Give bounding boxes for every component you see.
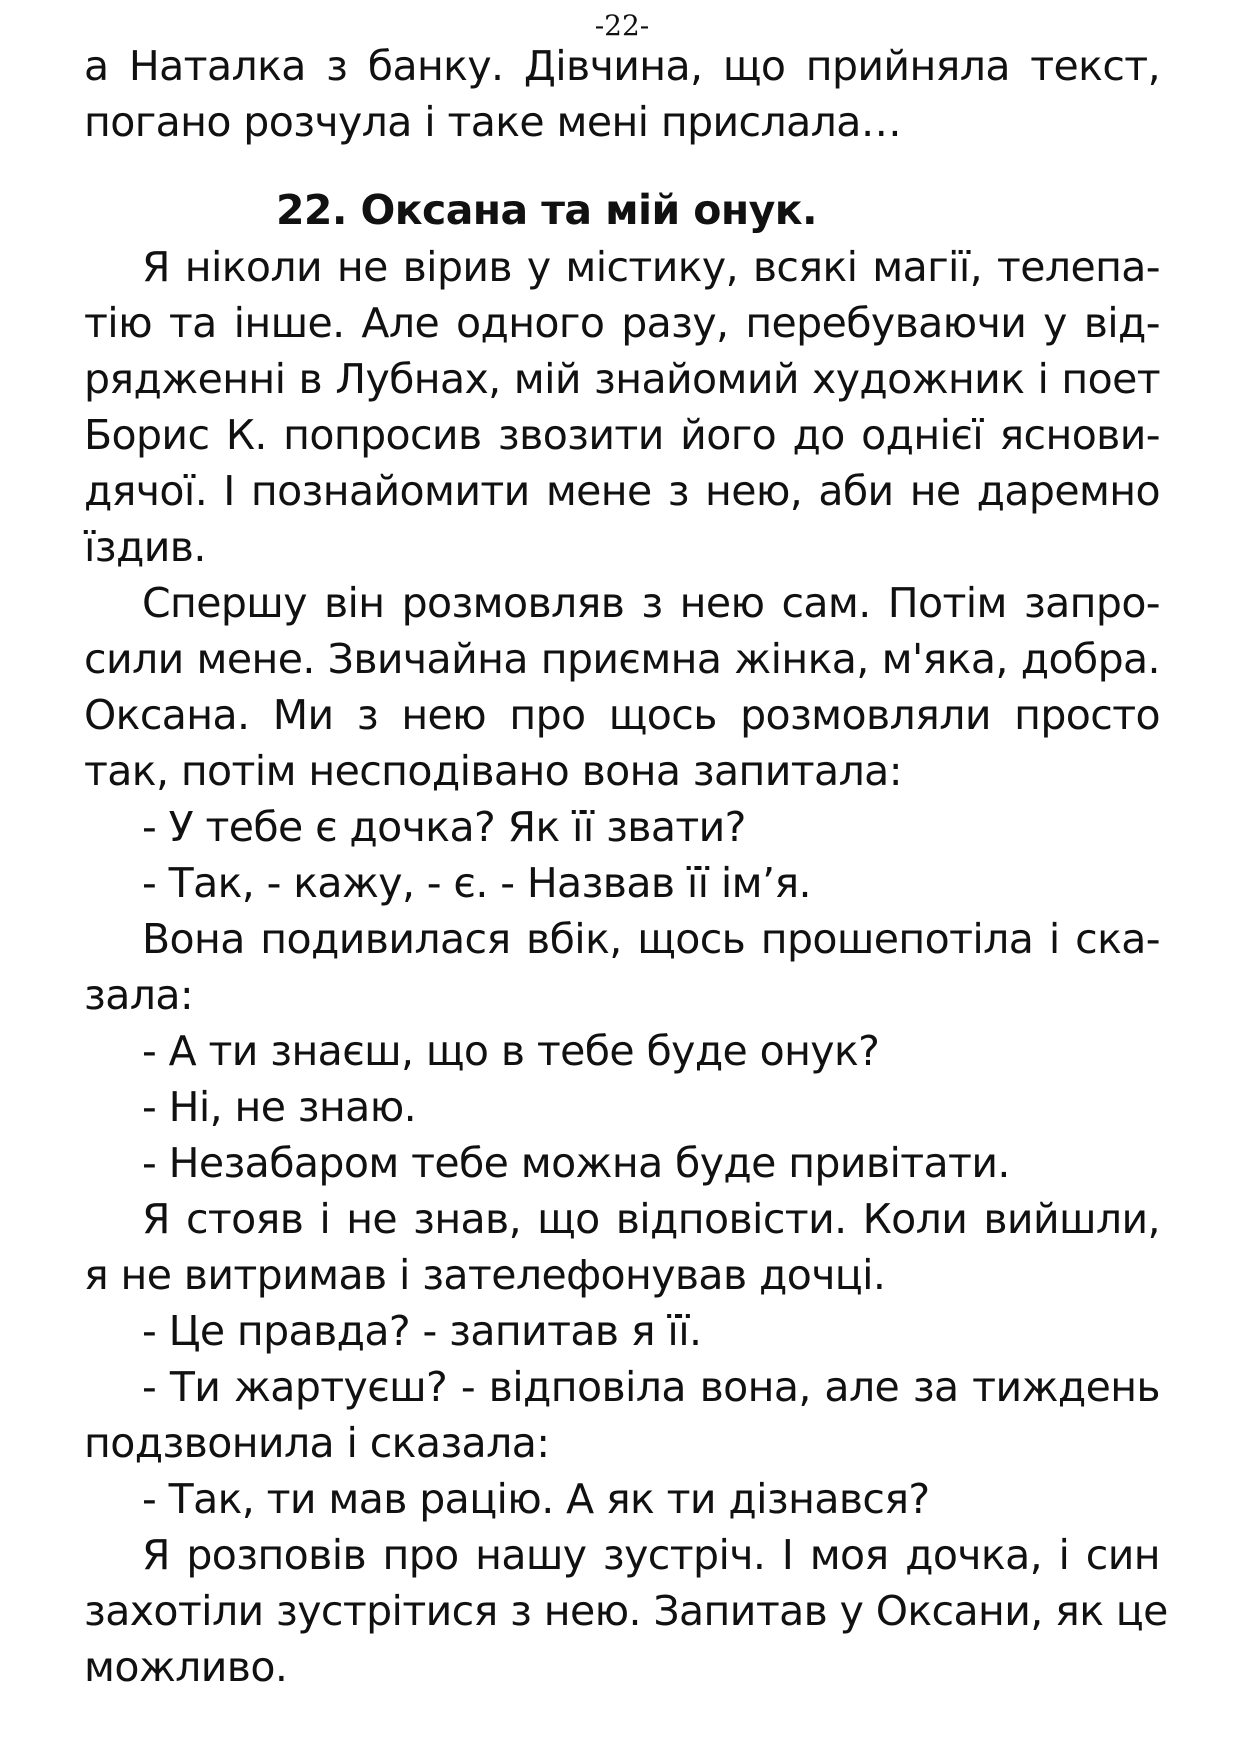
book-page [84, 0, 1168, 1748]
text-line: - Це правда? - запитав я її. [142, 1307, 702, 1355]
text-line: - Так, ти мав рацію. А як ти дізнався? [142, 1475, 930, 1523]
text-line: Спершу він розмовляв з нею сам. Потім запро- [142, 579, 1160, 627]
text-line: - Ти жартуєш? - відповіла вона, але за тиждень [142, 1363, 1160, 1411]
chapter-body [84, 239, 1168, 1695]
text-line: - Ні, не знаю. [142, 1083, 417, 1131]
text-line: - Незабаром тебе можна буде привітати. [142, 1139, 1010, 1187]
text-line: - А ти знаєш, що в тебе буде онук? [142, 1027, 880, 1075]
text-line: дячої. І познайомити мене з нею, аби не даремно [84, 467, 1160, 515]
text-line: сили мене. Звичайна приємна жінка, м'яка, добра. [84, 635, 1160, 683]
text-line: так, потім несподівано вона запитала: [84, 747, 902, 795]
text-line: рядженні в Лубнах, мій знайомий художник і поет [84, 355, 1160, 403]
text-line: зала: [84, 971, 194, 1019]
text-line: подзвонила і сказала: [84, 1419, 550, 1467]
text-line: а Наталка з банку. Дівчина, що прийняла текст, [84, 42, 1160, 90]
text-line: можливо. [84, 1643, 288, 1691]
text-line: Оксана. Ми з нею про щось розмовляли просто [84, 691, 1160, 739]
text-line: захотіли зустрітися з нею. Запитав у Оксани, як це [84, 1587, 1168, 1635]
text-line: я не витримав і зателефонував дочці. [84, 1251, 886, 1299]
text-line: - У тебе є дочка? Як її звати? [142, 803, 746, 851]
text-line: Я ніколи не вірив у містику, всякі магії, телепа- [142, 243, 1160, 291]
page-number: -22- [594, 9, 650, 42]
text-line: тію та інше. Але одного разу, перебуваючи у від- [84, 299, 1160, 347]
text-line: Я розповів про нашу зустріч. І моя дочка, і син [142, 1531, 1160, 1579]
text-line: Я стояв і не знав, що відповісти. Коли вийшли, [142, 1195, 1160, 1243]
text-line: - Так, - кажу, - є. - Назвав її ім’я. [142, 859, 811, 907]
text-line: Борис К. попросив звозити його до однієї яснови- [84, 411, 1160, 459]
text-line: Вона подивилася вбік, щось прошепотіла і ска- [142, 915, 1160, 963]
continuation-paragraph [84, 38, 1160, 150]
text-line: їздив. [84, 523, 206, 571]
chapter-heading: 22. Оксана та мій онук. [276, 186, 817, 234]
text-line: погано розчула і таке мені прислала… [84, 98, 902, 146]
